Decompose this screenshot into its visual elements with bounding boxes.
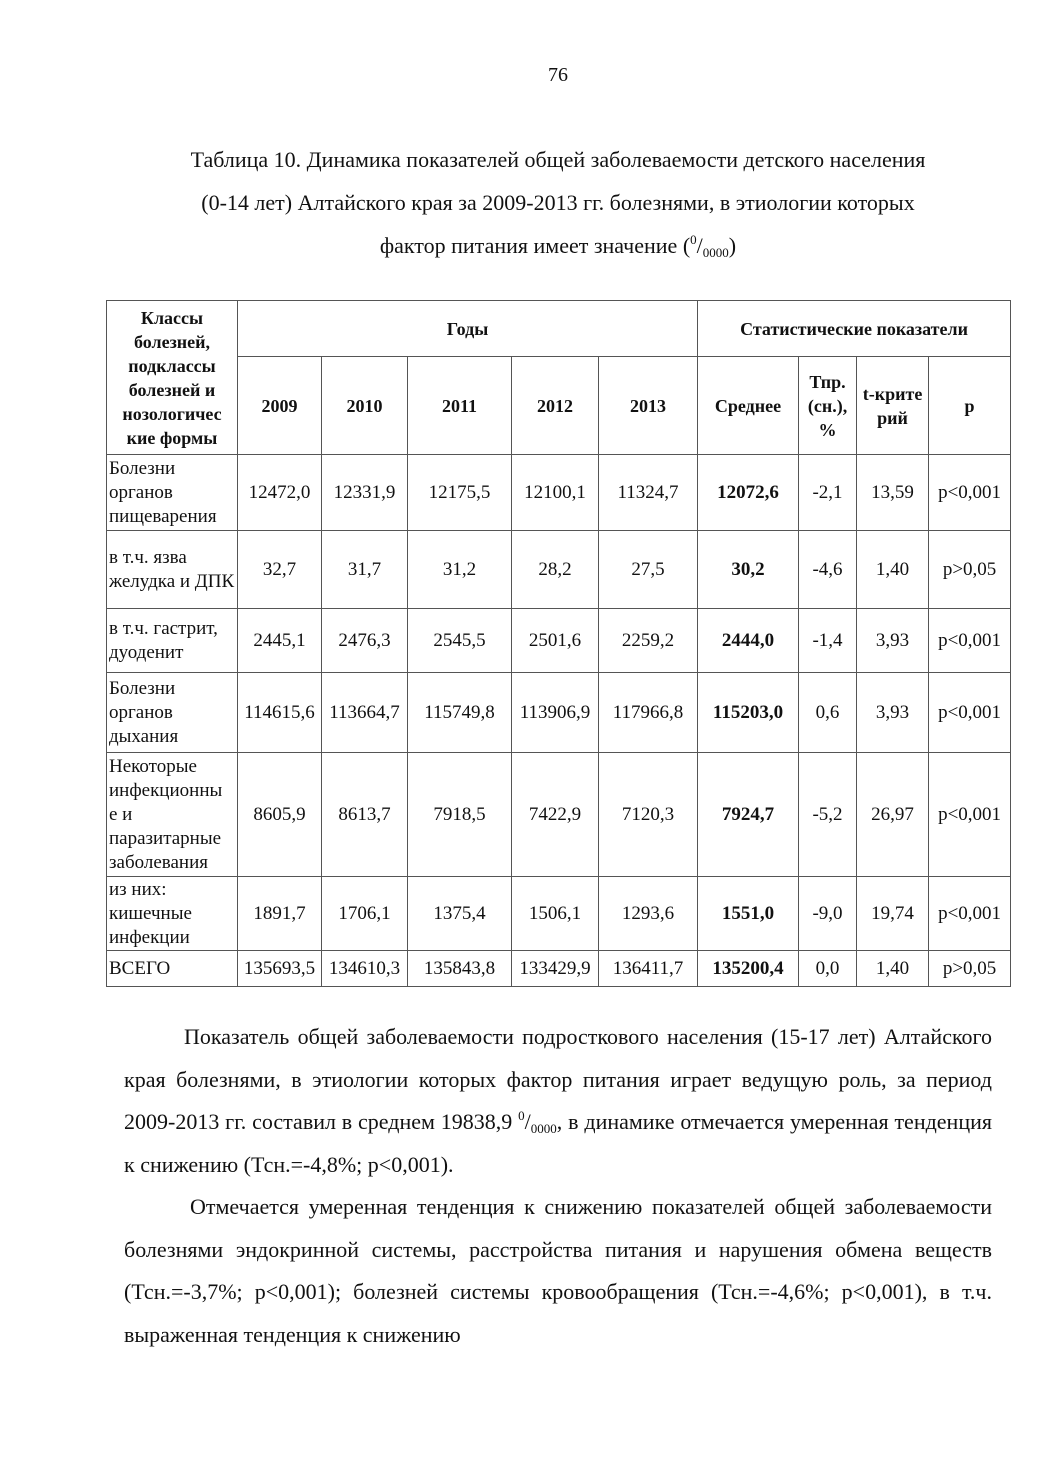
year-value: 12175,5 <box>408 455 512 531</box>
year-value: 8613,7 <box>322 753 408 877</box>
year-value: 31,7 <box>322 531 408 609</box>
row-name: Болезни органов пищеварения <box>107 455 238 531</box>
row-name: в т.ч. гастрит, дуоденит <box>107 609 238 673</box>
year-value: 136411,7 <box>599 951 698 987</box>
unit-sub: 0000 <box>702 245 729 260</box>
trend-value: -5,2 <box>799 753 857 877</box>
header-year: 2011 <box>408 357 512 455</box>
caption-line-2: (0-14 лет) Алтайского края за 2009-2013 гг. болезнями, в этиологии которых <box>201 190 915 215</box>
trend-value: 0,0 <box>799 951 857 987</box>
header-stat: t-крите рий <box>857 357 929 455</box>
header-year: 2010 <box>322 357 408 455</box>
unit-sup: 0 <box>518 1108 525 1123</box>
p-value: р<0,001 <box>929 877 1011 951</box>
page-number: 76 <box>548 64 568 86</box>
caption-line-3-end: ) <box>728 233 737 258</box>
caption-line-3 <box>120 224 996 267</box>
mean-value: 7924,7 <box>698 753 799 877</box>
table-row <box>107 531 1011 609</box>
p-value: р<0,001 <box>929 609 1011 673</box>
table-row <box>107 455 1011 531</box>
header-stat: Среднее <box>698 357 799 455</box>
t-criterion-value: 1,40 <box>857 531 929 609</box>
unit-sep: / <box>524 1109 531 1134</box>
year-value: 135693,5 <box>238 951 322 987</box>
unit-sep: / <box>696 233 703 258</box>
year-value: 28,2 <box>512 531 599 609</box>
trend-value: -4,6 <box>799 531 857 609</box>
header-year: 2012 <box>512 357 599 455</box>
trend-value: 0,6 <box>799 673 857 753</box>
table-caption <box>120 138 996 267</box>
year-value: 117966,8 <box>599 673 698 753</box>
unit-sub: 0000 <box>530 1121 557 1136</box>
paragraph-trends <box>124 1186 992 1356</box>
header-year: 2013 <box>599 357 698 455</box>
year-value: 2445,1 <box>238 609 322 673</box>
year-value: 7120,3 <box>599 753 698 877</box>
p-value: р<0,001 <box>929 753 1011 877</box>
unit-sup: 0 <box>690 232 697 247</box>
year-value: 12100,1 <box>512 455 599 531</box>
p-value: р>0,05 <box>929 531 1011 609</box>
year-value: 7422,9 <box>512 753 599 877</box>
mean-value: 30,2 <box>698 531 799 609</box>
year-value: 1375,4 <box>408 877 512 951</box>
morbidity-table <box>106 300 1011 987</box>
year-value: 32,7 <box>238 531 322 609</box>
year-value: 11324,7 <box>599 455 698 531</box>
t-criterion-value: 1,40 <box>857 951 929 987</box>
mean-value: 1551,0 <box>698 877 799 951</box>
table-row <box>107 609 1011 673</box>
mean-value: 115203,0 <box>698 673 799 753</box>
caption-line-1: Таблица 10. Динамика показателей общей заболеваемости детского населения <box>190 147 926 172</box>
t-criterion-value: 3,93 <box>857 673 929 753</box>
year-value: 2501,6 <box>512 609 599 673</box>
year-value: 8605,9 <box>238 753 322 877</box>
year-value: 1293,6 <box>599 877 698 951</box>
year-value: 7918,5 <box>408 753 512 877</box>
year-value: 1891,7 <box>238 877 322 951</box>
p-value: р<0,001 <box>929 455 1011 531</box>
row-name: в т.ч. язва желудка и ДПК <box>107 531 238 609</box>
table-row <box>107 877 1011 951</box>
year-value: 12331,9 <box>322 455 408 531</box>
table-row <box>107 951 1011 987</box>
t-criterion-value: 19,74 <box>857 877 929 951</box>
year-value: 133429,9 <box>512 951 599 987</box>
t-criterion-value: 26,97 <box>857 753 929 877</box>
header-classes: Классы болезней, подклассы болезней и нозологичес кие формы <box>107 301 238 455</box>
year-value: 135843,8 <box>408 951 512 987</box>
t-criterion-value: 3,93 <box>857 609 929 673</box>
paragraph-adolescent <box>124 1016 992 1186</box>
header-stats-group: Статистические показатели <box>698 301 1011 357</box>
trend-value: -2,1 <box>799 455 857 531</box>
table-row <box>107 673 1011 753</box>
year-value: 27,5 <box>599 531 698 609</box>
year-value: 12472,0 <box>238 455 322 531</box>
row-name: ВСЕГО <box>107 951 238 987</box>
year-value: 2476,3 <box>322 609 408 673</box>
header-years-group: Годы <box>238 301 698 357</box>
t-criterion-value: 13,59 <box>857 455 929 531</box>
p-value: р>0,05 <box>929 951 1011 987</box>
caption-line-3-text: фактор питания имеет значение ( <box>379 233 691 258</box>
header-stat: Тпр. (сн.), % <box>799 357 857 455</box>
year-value: 1506,1 <box>512 877 599 951</box>
p-value: р<0,001 <box>929 673 1011 753</box>
row-name: Болезни органов дыхания <box>107 673 238 753</box>
year-value: 113664,7 <box>322 673 408 753</box>
year-value: 134610,3 <box>322 951 408 987</box>
year-value: 2259,2 <box>599 609 698 673</box>
row-name: из них: кишечные инфекции <box>107 877 238 951</box>
year-value: 2545,5 <box>408 609 512 673</box>
year-value: 115749,8 <box>408 673 512 753</box>
year-value: 31,2 <box>408 531 512 609</box>
header-stat: р <box>929 357 1011 455</box>
mean-value: 12072,6 <box>698 455 799 531</box>
year-value: 114615,6 <box>238 673 322 753</box>
header-year: 2009 <box>238 357 322 455</box>
paragraph1-before: Показатель общей заболеваемости подросткового населения (15-17 лет) Алтайского края болезнями, в этиологии которых фактор питания играет ведущую роль, за период 2009-2013 гг. составил в среднем 19838,9 <box>124 1024 992 1134</box>
table-row <box>107 753 1011 877</box>
year-value: 1706,1 <box>322 877 408 951</box>
row-name: Некоторые инфекционны е и паразитарные заболевания <box>107 753 238 877</box>
trend-value: -1,4 <box>799 609 857 673</box>
year-value: 113906,9 <box>512 673 599 753</box>
paragraph2-text: Отмечается умеренная тенденция к снижению показателей общей заболеваемости болезнями эндокринной системы, расстройства питания и нарушения обмена веществ (Тсн.=-3,7%; р<0,001); болезней системы кровообращения (Тсн.=-4,6%; р<0,001), в т.ч. выраженная тенденция к снижению <box>124 1194 992 1347</box>
trend-value: -9,0 <box>799 877 857 951</box>
mean-value: 2444,0 <box>698 609 799 673</box>
paragraph1-after: , в динамике отмечается умеренная тенденция к снижению (Тсн.=-4,8%; р<0,001). <box>124 1109 992 1177</box>
mean-value: 135200,4 <box>698 951 799 987</box>
